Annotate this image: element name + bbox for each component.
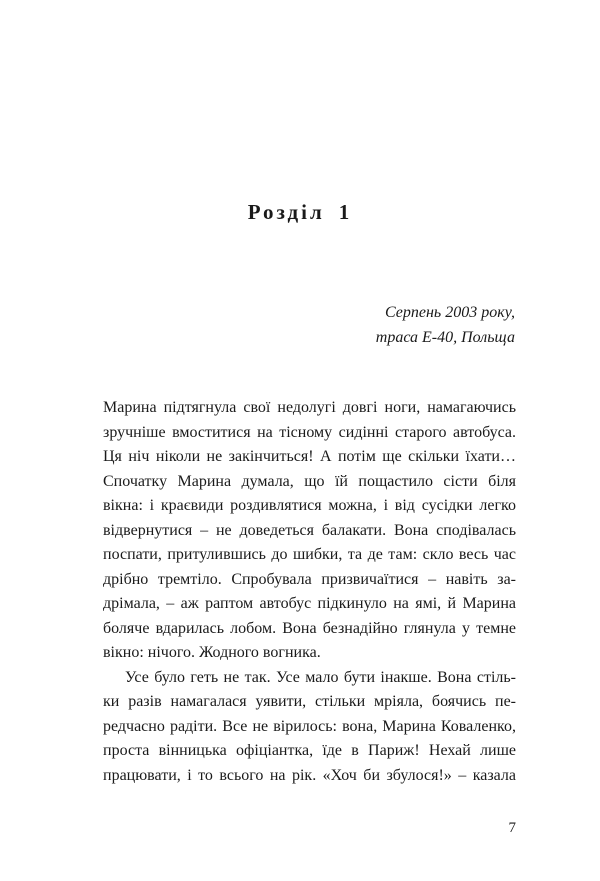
chapter-number: 1 [338, 200, 353, 224]
text-line: вікна: і краєвиди роздивлятися можна, і від сусідки легко [103, 497, 516, 514]
text-line: Усе було геть не так. Усе мало бути інакше. Вона стіль- [125, 668, 516, 686]
text-line: вікно: нічого. Жодного вогника. [103, 644, 321, 661]
text-line: ки разів намагалася уявити, стільки мріяла, боячись пе- [103, 693, 516, 710]
text-line: редчасно радіти. Все не вірилось: вона, Марина Коваленко, [103, 717, 516, 735]
chapter-word: Розділ [247, 200, 325, 224]
text-line: боляче вдарилась лобом. Вона безнадійно глянула у темне [103, 619, 516, 637]
epigraph-date: Серпень 2003 року, [385, 304, 515, 321]
text-line: дрібно тремтіло. Спробувала призвичаїтися – навіть за- [103, 570, 516, 588]
text-line: поспати, притулившись до шибки, та де там: скло весь час [103, 546, 516, 563]
text-line: працювати, і то всього на рік. «Хоч би збулося!» – казала [103, 766, 516, 784]
epigraph [376, 300, 515, 350]
text-line: проста вінницька офіціантка, їде в Париж! Нехай лише [103, 742, 516, 759]
epigraph-place: траса E-40, Польща [375, 329, 515, 346]
text-line: Спочатку Марина думала, що їй пощастило сісти біля [103, 472, 516, 490]
text-line: відвернутися – не доведеться балакати. Вона сподівалась [103, 521, 516, 539]
paragraph-2 [103, 666, 516, 789]
page-number: 7 [508, 820, 516, 836]
chapter-title [0, 200, 600, 225]
text-line: Ця ніч ніколи не закінчиться! А потім ще скільки їхати… [103, 448, 516, 465]
text-line: дрімала, – аж раптом автобус підкинуло на ямі, й Марина [103, 595, 516, 612]
text-line: Марина підтягнула свої недолугі довгі ноги, намагаючись [103, 399, 516, 416]
paragraph-1 [103, 396, 516, 666]
text-line: зручніше вмоститися на тісному сидінні старого автобуса. [103, 423, 516, 441]
body-text [103, 396, 516, 788]
